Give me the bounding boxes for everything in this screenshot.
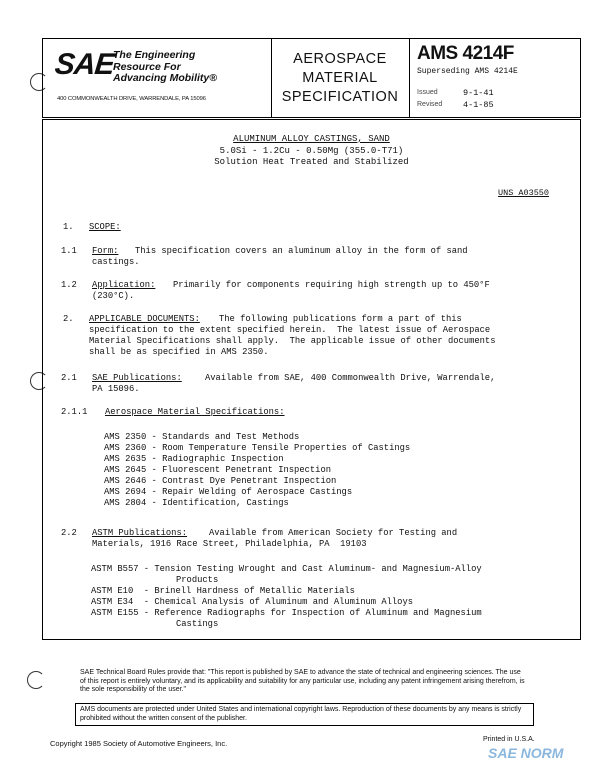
board-rules-notice: SAE Technical Board Rules provide that: "This report is published by SAE to advance the state of technical and engineering sciences. The use of this report is entirely voluntary, and its applicability and suitability for any particular use, including any patent infringement arising therefrom, is the sole responsibility of the user." xyxy=(80,669,525,693)
superseding: Superseding AMS 4214E xyxy=(417,67,518,76)
document-body xyxy=(42,119,581,640)
list-item: AMS 2694 - Repair Welding of Aerospace Castings xyxy=(104,487,353,497)
section-number: 1.2 xyxy=(61,280,77,290)
section-text: castings. xyxy=(92,257,140,267)
spec-title: AEROSPACE MATERIAL SPECIFICATION xyxy=(281,51,399,105)
list-item: ASTM E155 - Reference Radiographs for Inspection of Aluminum and Magnesium xyxy=(91,608,482,618)
issued-date: 9-1-41 xyxy=(463,88,494,98)
list-item: AMS 2804 - Identification, Castings xyxy=(104,498,289,508)
list-item: AMS 2645 - Fluorescent Penetrant Inspection xyxy=(104,465,331,475)
watermark: SAE NORM xyxy=(488,745,564,761)
section-number: 2.1.1 xyxy=(61,407,88,417)
issued-label: Issued xyxy=(417,89,438,96)
section-heading: APPLICABLE DOCUMENTS: xyxy=(89,314,200,324)
ams-number: AMS 4214F xyxy=(417,43,514,64)
list-item: AMS 2350 - Standards and Test Methods xyxy=(104,432,300,442)
list-item: AMS 2646 - Contrast Dye Penetrant Inspection xyxy=(104,476,337,486)
copyright-notice: AMS documents are protected under United States and international copyright laws. Reproduction of these documents by any means is strictly prohibited without the written consent of the publisher. xyxy=(75,703,534,726)
revised-date: 4-1-85 xyxy=(463,100,494,110)
printed-in: Printed in U.S.A. xyxy=(483,736,535,743)
sae-address: 400 COMMONWEALTH DRIVE, WARRENDALE, PA 15096 xyxy=(57,96,206,102)
list-item: ASTM E34 - Chemical Analysis of Aluminum and Aluminum Alloys xyxy=(91,597,414,607)
list-item: AMS 2635 - Radiographic Inspection xyxy=(104,454,284,464)
astm-reference-list xyxy=(91,564,482,630)
section-text: Materials, 1916 Race Street, Philadelphia, PA 19103 xyxy=(92,539,367,549)
ams-reference-list xyxy=(104,432,410,509)
section-text: Material Specifications shall apply. The applicable issue of other documents xyxy=(89,336,496,346)
list-item: Castings xyxy=(176,619,219,629)
document-title: ALUMINUM ALLOY CASTINGS, SAND 5.0Si - 1.2Cu - 0.50Mg (355.0-T71) Solution Heat Treated and Stabilized xyxy=(214,134,409,167)
section-number: 1.1 xyxy=(61,246,77,256)
section-text: shall be as specified in AMS 2350. xyxy=(89,347,269,357)
section-heading: Application: xyxy=(92,280,156,290)
uns-number: UNS A03550 xyxy=(498,188,550,198)
list-item: AMS 2360 - Room Temperature Tensile Properties of Castings xyxy=(104,443,411,453)
section-heading: Aerospace Material Specifications: xyxy=(105,407,285,417)
section-text: (230°C). xyxy=(92,291,135,301)
section-text: Primarily for components requiring high strength up to 450°F xyxy=(173,280,490,290)
section-number: 2.2 xyxy=(61,528,77,538)
list-item: Products xyxy=(176,575,219,585)
section-text: The following publications form a part of this xyxy=(219,314,462,324)
copyright-line: Copyright 1985 Society of Automotive Engineers, Inc. xyxy=(50,739,228,748)
list-item: ASTM E10 - Brinell Hardness of Metallic Materials xyxy=(91,586,355,596)
header-box xyxy=(42,38,581,118)
section-heading: Form: xyxy=(92,246,119,256)
section-text: This specification covers an aluminum alloy in the form of sand xyxy=(135,246,468,256)
section-text: Available from SAE, 400 Commonwealth Drive, Warrendale, xyxy=(205,373,496,383)
section-number: 1. xyxy=(63,222,74,232)
section-number: 2.1 xyxy=(61,373,77,383)
sae-logo: SAE xyxy=(53,48,116,81)
section-heading: SCOPE: xyxy=(89,222,121,232)
punch-hole-bottom xyxy=(27,671,45,689)
sae-tagline: The Engineering Resource For Advancing Mobility® xyxy=(113,49,217,84)
section-heading: SAE Publications: xyxy=(92,373,182,383)
list-item: ASTM B557 - Tension Testing Wrought and Cast Aluminum- and Magnesium-Alloy xyxy=(91,564,482,574)
header-divider xyxy=(409,39,410,117)
section-text: Available from American Society for Testing and xyxy=(209,528,458,538)
revised-label: Revised xyxy=(417,101,443,108)
section-text: specification to the extent specified herein. The latest issue of Aerospace xyxy=(89,325,491,335)
section-text: PA 15096. xyxy=(92,384,140,394)
section-number: 2. xyxy=(63,314,74,324)
section-heading: ASTM Publications: xyxy=(92,528,188,538)
